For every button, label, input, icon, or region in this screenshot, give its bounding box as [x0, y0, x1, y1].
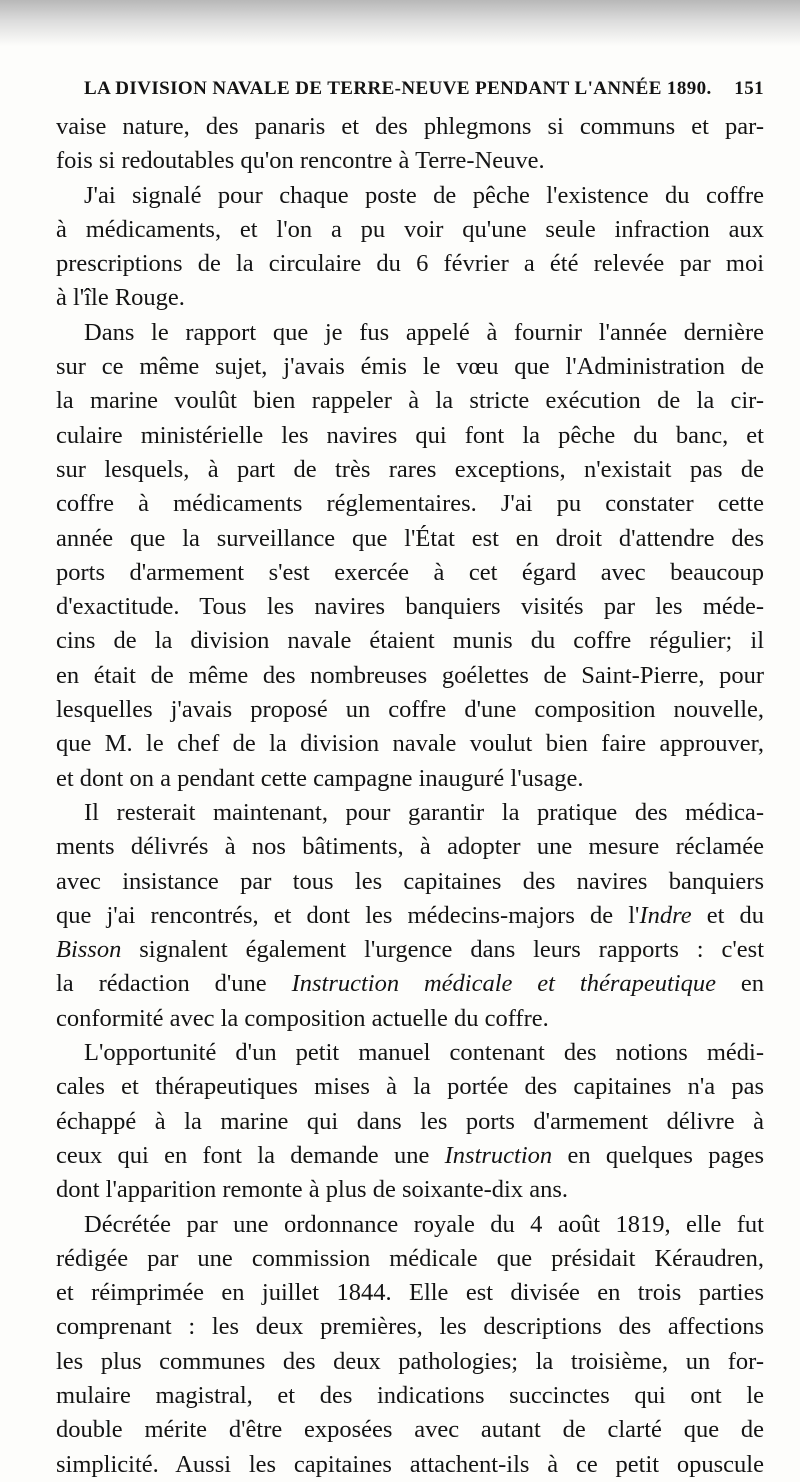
text-line: que j'ai rencontrés, et dont les médecins-majors de l'Indre et du [56, 901, 764, 929]
paragraph [56, 316, 764, 796]
text-line: sur lesquels, à part de très rares exceptions, n'existait pas de [56, 455, 764, 483]
text-line: fois si redoutables qu'on rencontre à Terre-Neuve. [56, 147, 545, 175]
text-line: Bisson signalent également l'urgence dans leurs rapports : c'est [56, 936, 764, 964]
text-line: coffre à médicaments réglementaires. J'ai pu constater cette [56, 490, 764, 518]
text-line: lesquelles j'avais proposé un coffre d'une composition nouvelle, [56, 696, 764, 724]
text-line: comprenant : les deux premières, les descriptions des affections [56, 1313, 764, 1341]
paragraph [56, 110, 764, 179]
text-line: sur ce même sujet, j'avais émis le vœu que l'Administration de [56, 353, 764, 381]
text-line: L'opportunité d'un petit manuel contenant des notions médi- [84, 1039, 764, 1067]
text-line: année que la surveillance que l'État est en droit d'attendre des [56, 524, 764, 552]
text-line: cales et thérapeutiques mises à la portée des capitaines n'a pas [56, 1073, 764, 1101]
text-line: à médicaments, et l'on a pu voir qu'une seule infraction aux [56, 215, 764, 243]
text-line: conformité avec la composition actuelle du coffre. [56, 1004, 549, 1032]
page-number: 151 [734, 78, 764, 99]
text-line: Décrétée par une ordonnance royale du 4 août 1819, elle fut [84, 1210, 764, 1238]
book-page [56, 76, 764, 1482]
text-line: double mérite d'être exposées avec autant de clarté que de [56, 1416, 764, 1444]
paragraph [56, 179, 764, 316]
text-line: échappé à la marine qui dans les ports d'armement délivre à [56, 1107, 764, 1135]
body-text [56, 110, 764, 1482]
text-line: la rédaction d'une Instruction médicale et thérapeutique en [56, 970, 764, 998]
text-line: vaise nature, des panaris et des phlegmons si communs et par- [56, 113, 764, 140]
text-line: simplicité. Aussi les capitaines attachent-ils à ce petit opuscule [56, 1450, 764, 1478]
text-line: la marine voulût bien rappeler à la stricte exécution de la cir- [56, 387, 764, 415]
text-line: ports d'armement s'est exercée à cet égard avec beaucoup [56, 558, 764, 586]
italic-title: Instruction médicale et thérapeutique [291, 970, 716, 998]
paragraph [56, 1208, 764, 1482]
text-line: ments délivrés à nos bâtiments, à adopter une mesure réclamée [56, 833, 764, 861]
text-line: d'exactitude. Tous les navires banquiers visités par les méde- [56, 593, 764, 621]
text-line: culaire ministérielle les navires qui font la pêche du banc, et [56, 421, 764, 449]
running-title: LA DIVISION NAVALE DE TERRE-NEUVE PENDANT L'ANNÉE 1890. [84, 78, 712, 99]
text-line: Il resterait maintenant, pour garantir la pratique des médica- [84, 798, 764, 826]
paragraph [56, 796, 764, 1036]
italic-title: Instruction [444, 1141, 553, 1169]
text-line: mulaire magistral, et des indications succinctes qui ont le [56, 1381, 764, 1409]
paragraph [56, 1036, 764, 1207]
text-line: Dans le rapport que je fus appelé à fournir l'année dernière [84, 318, 764, 346]
text-line: cins de la division navale étaient munis du coffre régulier; il [56, 627, 764, 655]
text-line: ceux qui en font la demande une Instruction en quelques pages [56, 1141, 765, 1169]
running-header [56, 76, 764, 102]
text-line: que M. le chef de la division navale voulut bien faire approuver, [56, 730, 764, 758]
text-line: J'ai signalé pour chaque poste de pêche l'existence du coffre [84, 181, 764, 209]
text-line: et dont on a pendant cette campagne inauguré l'usage. [56, 764, 584, 792]
text-line: à l'île Rouge. [56, 284, 185, 312]
text-line: avec insistance par tous les capitaines des navires banquiers [56, 867, 764, 895]
text-line: prescriptions de la circulaire du 6 février a été relevée par moi [56, 250, 764, 278]
text-line: dont l'apparition remonte à plus de soixante-dix ans. [56, 1176, 568, 1204]
text-line: et réimprimée en juillet 1844. Elle est divisée en trois parties [56, 1279, 764, 1307]
text-line: les plus communes des deux pathologies; la troisième, un for- [56, 1347, 764, 1375]
italic-title: Indre [639, 901, 692, 929]
italic-title: Bisson [56, 936, 122, 964]
text-line: rédigée par une commission médicale que présidait Kéraudren, [56, 1244, 764, 1272]
scan-edge-shadow [0, 0, 800, 46]
text-line: en était de même des nombreuses goélettes de Saint-Pierre, pour [56, 661, 764, 689]
